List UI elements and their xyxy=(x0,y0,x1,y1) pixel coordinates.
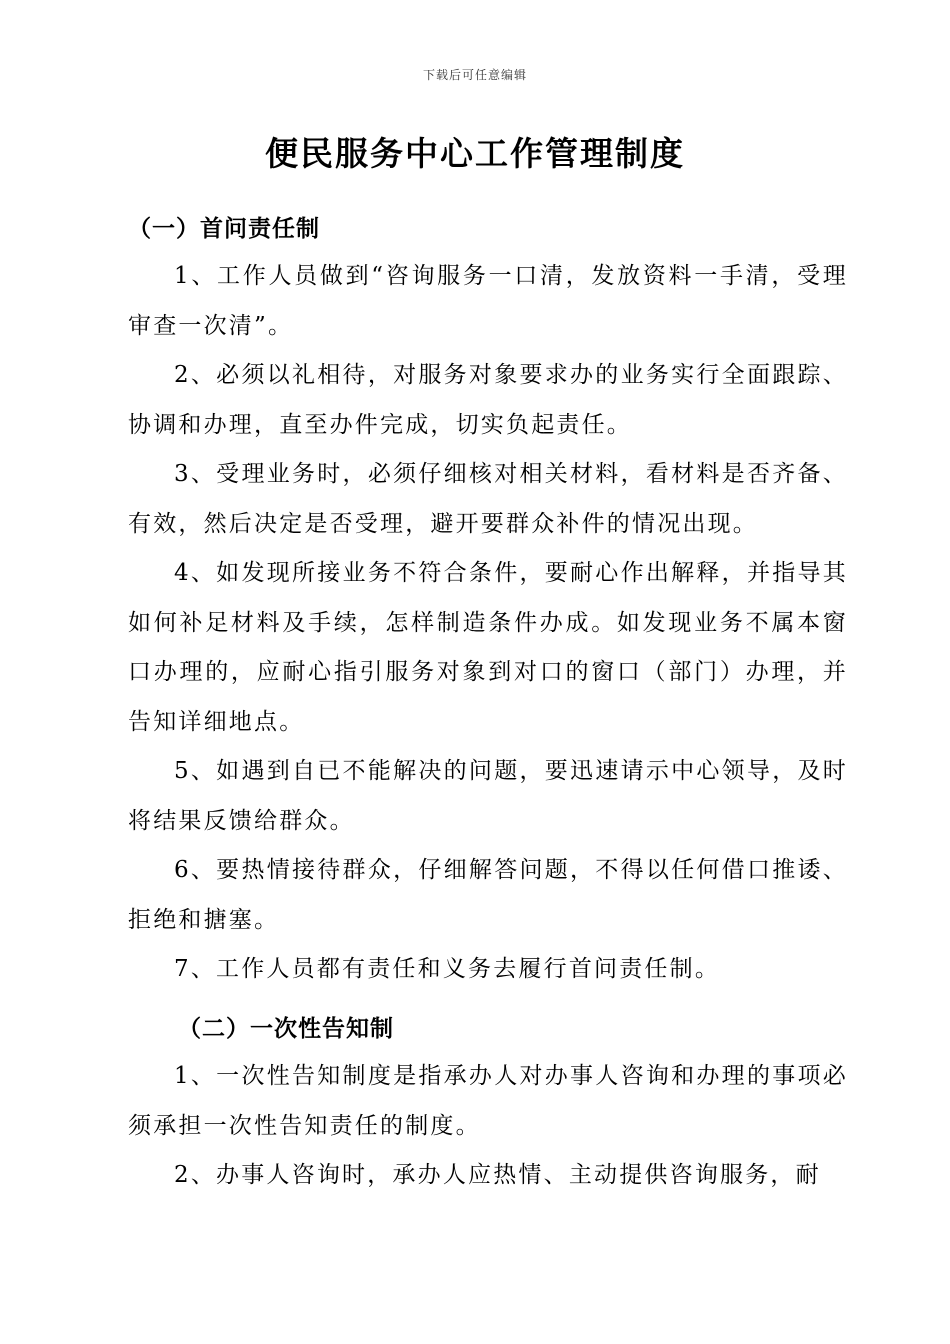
paragraph: 2、必须以礼相待，对服务对象要求办的业务实行全面跟踪、协调和办理，直至办件完成，切实负起责任。 xyxy=(128,362,848,438)
paragraph: 7、工作人员都有责任和义务去履行首问责任制。 xyxy=(174,956,721,982)
header-note: 下载后可任意编辑 xyxy=(422,68,527,82)
section-2-body xyxy=(128,1052,848,1201)
paragraph: 4、如发现所接业务不符合条件，要耐心作出解释，并指导其如何补足材料及手续，怎样制造条件办成。如发现业务不属本窗口办理的，应耐心指引服务对象到对口的窗口（部门）办理，并告知详细地点。 xyxy=(128,560,848,735)
paragraph: 6、要热情接待群众，仔细解答问题，不得以任何借口推诿、拒绝和搪塞。 xyxy=(128,857,848,933)
paragraph: 5、如遇到自已不能解决的问题，要迅速请示中心领导，及时将结果反馈给群众。 xyxy=(128,758,848,834)
section-heading-1: （一）首问责任制 xyxy=(128,216,320,242)
paragraph: 3、受理业务时，必须仔细核对相关材料，看材料是否齐备、有效，然后决定是否受理，避开要群众补件的情况出现。 xyxy=(128,461,848,537)
document-title: 便民服务中心工作管理制度 xyxy=(265,134,685,173)
paragraph: 2、办事人咨询时，承办人应热情、主动提供咨询服务，耐 xyxy=(174,1162,821,1188)
paragraph: 1、工作人员做到“咨询服务一口清，发放资料一手清，受理审查一次清”。 xyxy=(128,263,848,339)
section-1-body xyxy=(128,252,848,995)
section-heading-2: （二）一次性告知制 xyxy=(178,1016,394,1042)
paragraph: 1、一次性告知制度是指承办人对办事人咨询和办理的事项必须承担一次性告知责任的制度。 xyxy=(128,1063,848,1139)
